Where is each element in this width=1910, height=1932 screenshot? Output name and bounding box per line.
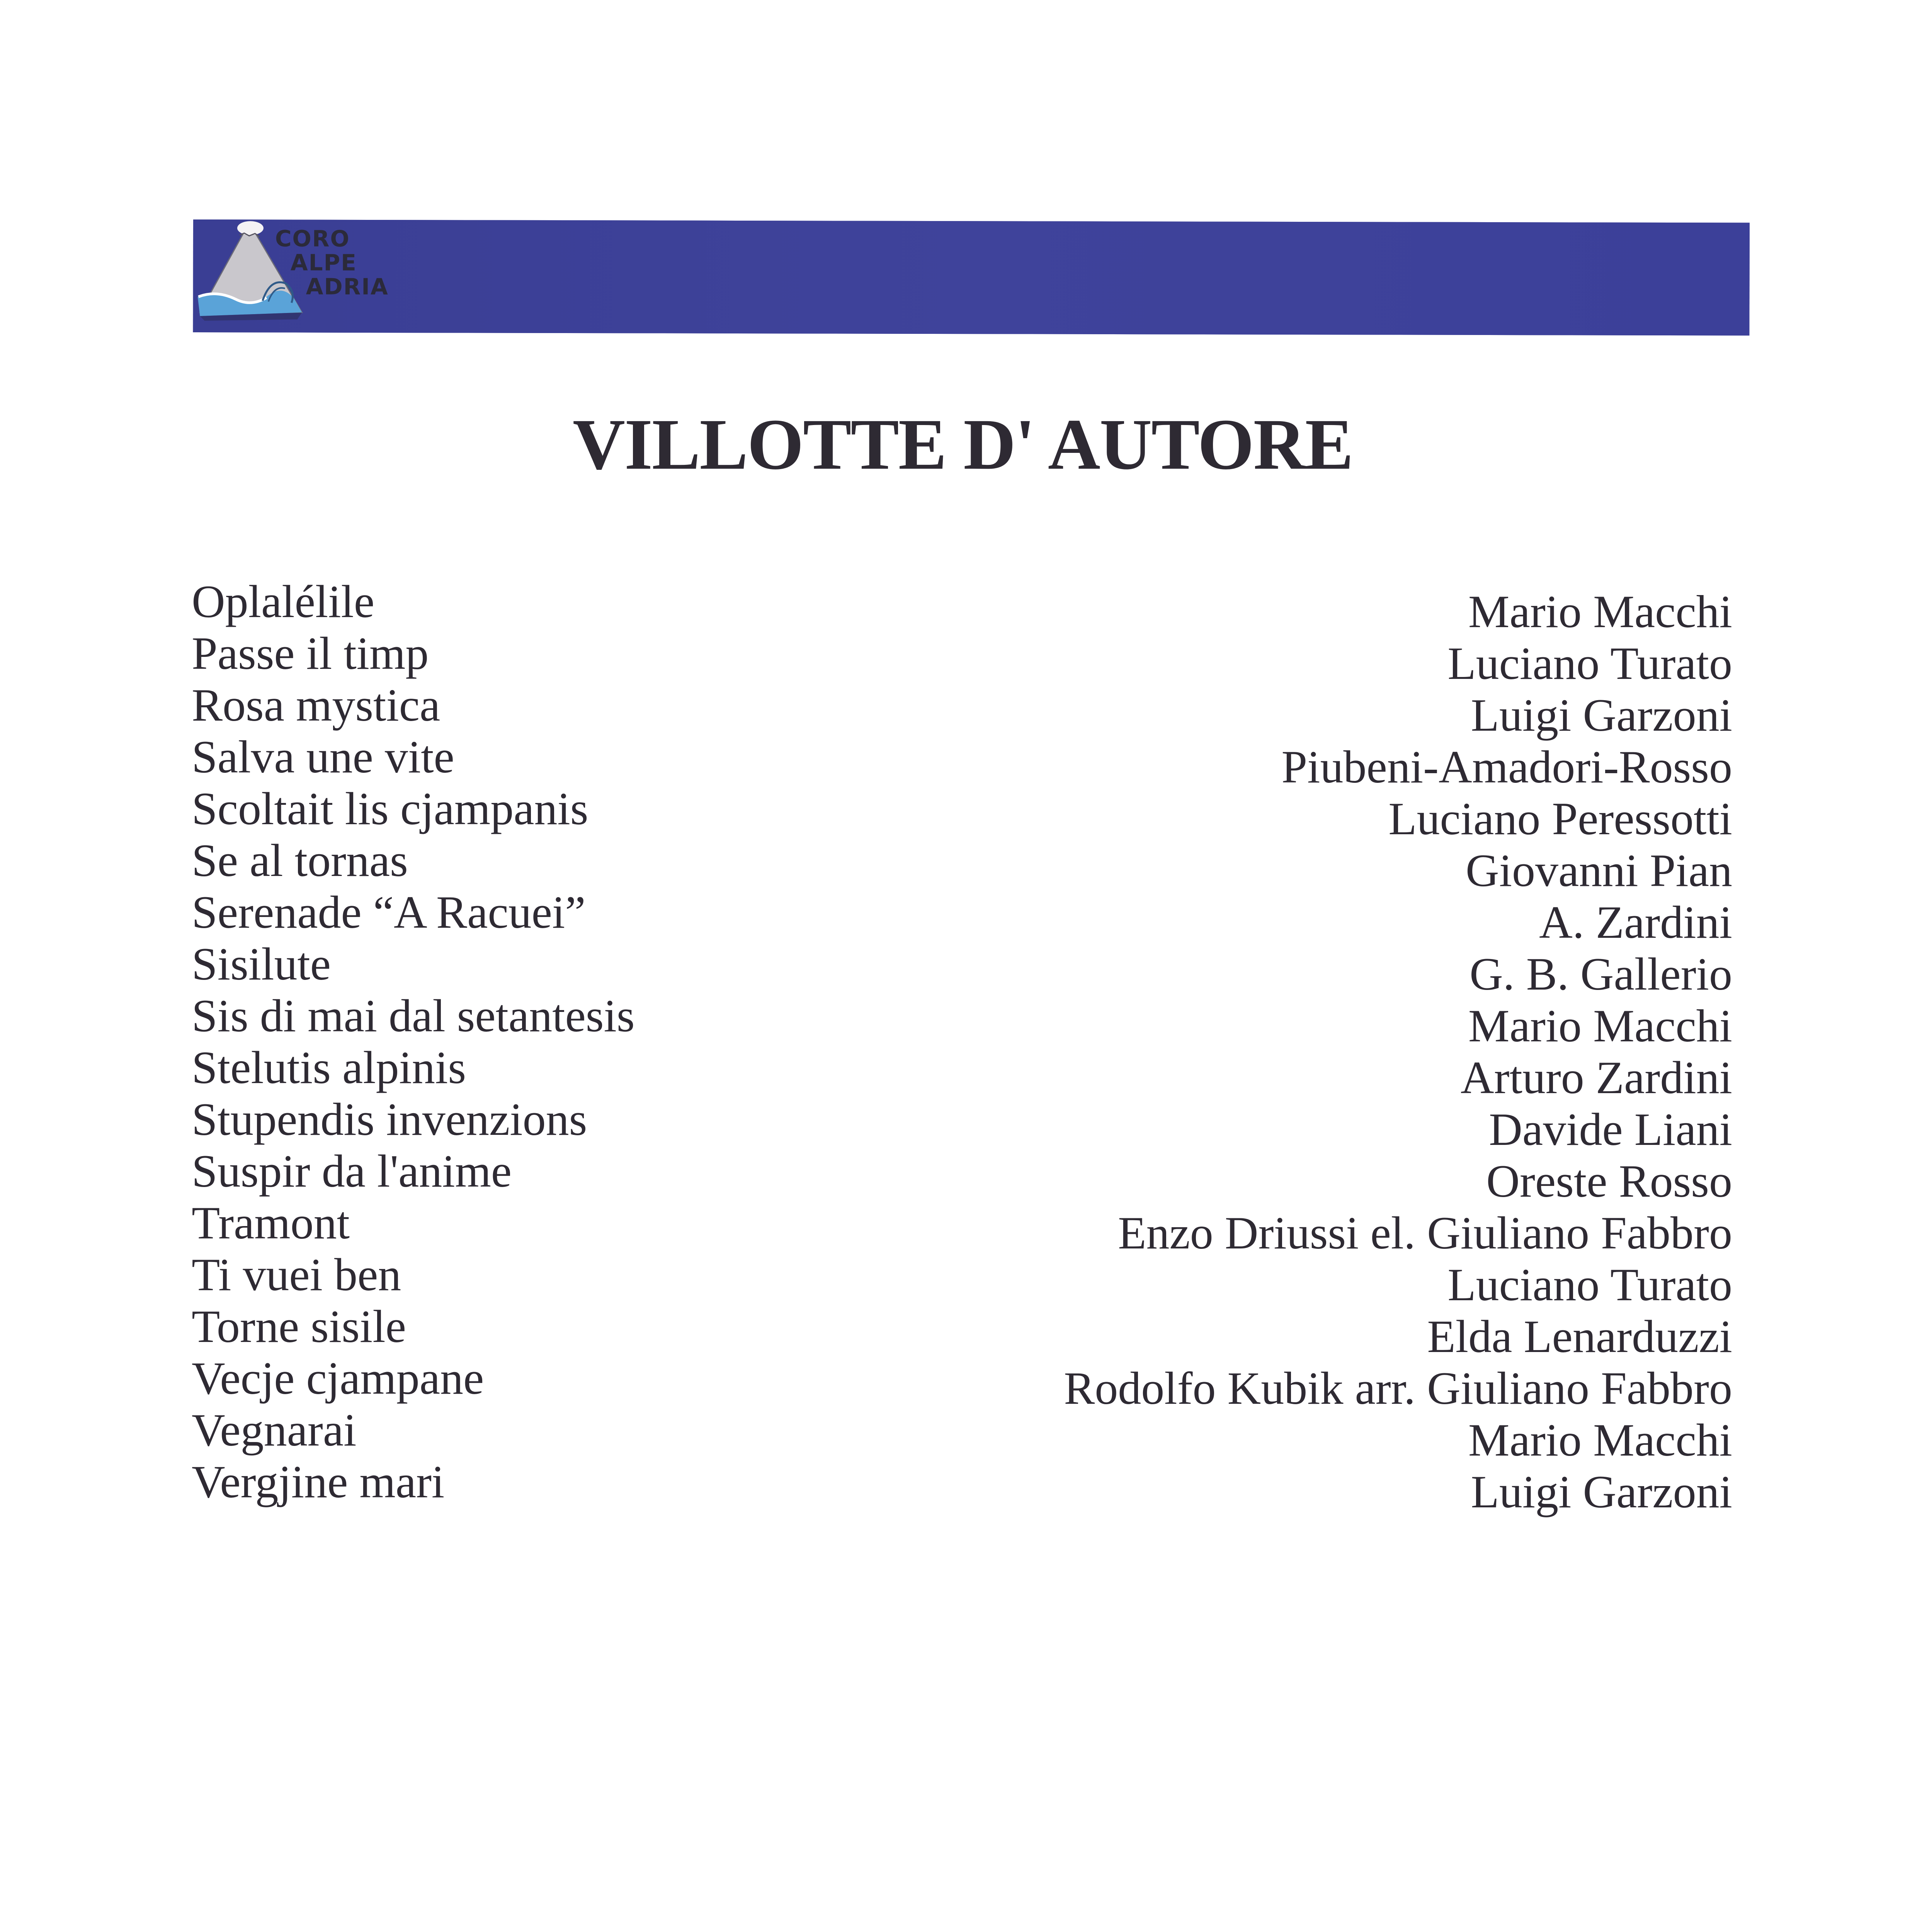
song-title-list [192,576,635,1508]
song-title: Ti vuei ben [192,1249,401,1300]
song-title: Salva une vite [192,731,454,782]
song-author: A. Zardini [1539,896,1732,948]
song-title: Se al tornas [192,835,408,886]
song-author: G. B. Gallerio [1469,948,1732,1000]
song-author: Luciano Turato [1447,638,1732,689]
song-title: Vergjine mari [192,1456,445,1507]
song-title: Sis di mai dal setantesis [192,990,635,1041]
song-title: Passe il timp [192,628,429,679]
song-title: Stelutis alpinis [192,1042,466,1093]
header-banner [193,219,1750,335]
song-title: Rosa mystica [192,679,441,731]
song-author: Giovanni Pian [1466,845,1732,896]
song-title: Suspir da l'anime [192,1145,512,1197]
logo-line: ALPE [290,249,357,276]
song-author-list [1064,586,1732,1518]
song-author: Luigi Garzoni [1471,689,1732,741]
song-author: Luciano Peressotti [1388,793,1732,844]
song-title: Torne sisile [192,1301,406,1352]
song-title: Oplalélile [192,576,375,627]
song-author: Davide Liani [1489,1104,1732,1155]
song-author: Mario Macchi [1468,586,1732,637]
song-title: Serenade “A Racuei” [192,886,586,938]
song-author: Oreste Rosso [1486,1155,1732,1207]
song-author: Mario Macchi [1468,1000,1732,1051]
song-title: Vegnarai [192,1404,357,1456]
song-author: Arturo Zardini [1460,1052,1732,1103]
song-author: Luigi Garzoni [1471,1466,1732,1517]
song-title: Vecje cjampane [192,1352,484,1404]
song-title: Sisilute [192,938,331,990]
song-title: Scoltait lis cjampanis [192,783,588,834]
song-title: Stupendis invenzions [192,1094,587,1145]
song-author: Luciano Turato [1447,1259,1732,1310]
song-author: Mario Macchi [1468,1414,1732,1466]
logo-line: ADRIA [306,273,389,300]
song-author: Enzo Driussi el. Giuliano Fabbro [1118,1207,1732,1259]
song-author: Rodolfo Kubik arr. Giuliano Fabbro [1064,1362,1732,1414]
song-author: Piubeni-Amadori-Rosso [1281,741,1732,793]
logo-text [275,226,389,299]
song-author: Elda Lenarduzzi [1427,1311,1732,1362]
page-title: VILLOTTE D' AUTORE [573,404,1353,485]
logo-line: CORO [275,225,350,252]
song-title: Tramont [192,1197,350,1248]
